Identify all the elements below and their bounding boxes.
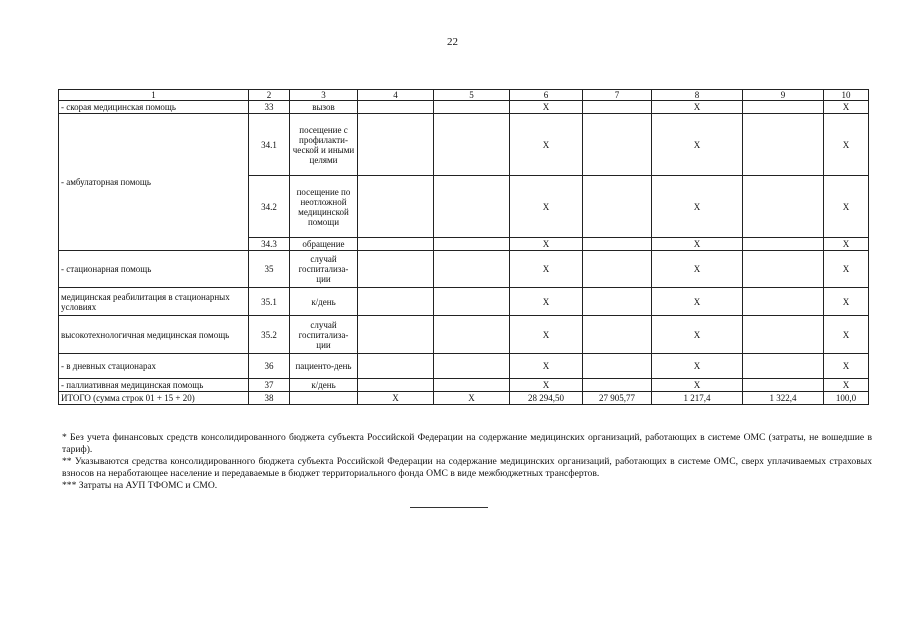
row-unit: к/день (290, 379, 358, 392)
cell-mark: Х (510, 288, 583, 316)
end-divider (410, 507, 488, 508)
row-name: - амбулаторная помощь (59, 114, 249, 251)
column-header: 6 (510, 90, 583, 101)
cell-mark: Х (652, 316, 743, 354)
row-unit: посещение по неотложной медицинской помощи (290, 176, 358, 238)
cell-mark: Х (358, 392, 434, 405)
financing-table (58, 89, 869, 405)
cell-mark: Х (652, 251, 743, 288)
row-unit: случай госпитализа-ции (290, 251, 358, 288)
cell-value: 1 217,4 (652, 392, 743, 405)
cell-mark: Х (652, 101, 743, 114)
row-code: 34.1 (249, 114, 290, 176)
table-row (59, 288, 869, 316)
row-code: 33 (249, 101, 290, 114)
cell-mark: Х (510, 101, 583, 114)
footnote: ** Указываются средства консолидированного бюджета субъекта Российской Федерации на содержание медицинских организаций, работающих в системе ОМС, сверх уплачиваемых страховых взносов на неработающее население и передаваемые в бюджет территориального фонда ОМС в виде межбюджетных трансфертов. (62, 456, 872, 479)
table-header-row (59, 90, 869, 101)
column-header: 9 (743, 90, 824, 101)
cell-value: 1 322,4 (743, 392, 824, 405)
row-name: - стационарная помощь (59, 251, 249, 288)
cell-mark: Х (824, 354, 869, 379)
row-unit: пациенто-день (290, 354, 358, 379)
cell-mark: Х (652, 176, 743, 238)
column-header: 8 (652, 90, 743, 101)
footnote: * Без учета финансовых средств консолидированного бюджета субъекта Российской Федерации на содержание медицинских организаций, работающих в системе ОМС (затраты, не вошедшие в тариф). (62, 432, 872, 455)
row-code: 35.2 (249, 316, 290, 354)
total-row (59, 392, 869, 405)
cell-value: 27 905,77 (583, 392, 652, 405)
cell-mark: Х (652, 114, 743, 176)
row-name: - паллиативная медицинская помощь (59, 379, 249, 392)
table-row (59, 101, 869, 114)
row-code: 35.1 (249, 288, 290, 316)
row-code: 34.2 (249, 176, 290, 238)
cell-mark: Х (824, 379, 869, 392)
table-row (59, 316, 869, 354)
cell-mark: Х (652, 238, 743, 251)
footnote: *** Затраты на АУП ТФОМС и СМО. (62, 480, 218, 491)
row-unit (290, 392, 358, 405)
cell-mark: Х (510, 176, 583, 238)
column-header: 5 (434, 90, 510, 101)
row-name: медицинская реабилитация в стационарных условиях (59, 288, 249, 316)
cell-mark: Х (824, 114, 869, 176)
cell-mark: Х (824, 251, 869, 288)
cell-value: 100,0 (824, 392, 869, 405)
row-unit: посещение с профилакти-ческой и иными целями (290, 114, 358, 176)
page-number: 22 (447, 36, 458, 48)
cell-mark: Х (510, 316, 583, 354)
cell-mark: Х (824, 101, 869, 114)
row-name: - в дневных стационарах (59, 354, 249, 379)
cell-mark: Х (824, 288, 869, 316)
row-unit: вызов (290, 101, 358, 114)
column-header: 7 (583, 90, 652, 101)
table-row (59, 251, 869, 288)
cell-mark: Х (510, 354, 583, 379)
cell-mark: Х (510, 238, 583, 251)
row-name: - скорая медицинская помощь (59, 101, 249, 114)
column-header: 3 (290, 90, 358, 101)
cell-mark: Х (824, 238, 869, 251)
row-unit: к/день (290, 288, 358, 316)
row-name: ИТОГО (сумма строк 01 + 15 + 20) (59, 392, 249, 405)
cell-value: 28 294,50 (510, 392, 583, 405)
cell-mark: Х (510, 114, 583, 176)
column-header: 10 (824, 90, 869, 101)
cell-mark: Х (510, 379, 583, 392)
cell-mark: Х (652, 379, 743, 392)
row-name: высокотехнологичная медицинская помощь (59, 316, 249, 354)
row-code: 35 (249, 251, 290, 288)
row-code: 37 (249, 379, 290, 392)
column-header: 2 (249, 90, 290, 101)
row-code: 34.3 (249, 238, 290, 251)
row-code: 36 (249, 354, 290, 379)
row-unit: случай госпитализа-ции (290, 316, 358, 354)
table-row (59, 379, 869, 392)
table-row (59, 354, 869, 379)
row-code: 38 (249, 392, 290, 405)
cell-mark: Х (434, 392, 510, 405)
row-unit: обращение (290, 238, 358, 251)
table-row (59, 114, 869, 176)
column-header: 4 (358, 90, 434, 101)
cell-mark: Х (652, 354, 743, 379)
cell-mark: Х (510, 251, 583, 288)
cell-mark: Х (652, 288, 743, 316)
footnotes (62, 432, 872, 492)
cell-mark: Х (824, 316, 869, 354)
column-header: 1 (59, 90, 249, 101)
cell-mark: Х (824, 176, 869, 238)
